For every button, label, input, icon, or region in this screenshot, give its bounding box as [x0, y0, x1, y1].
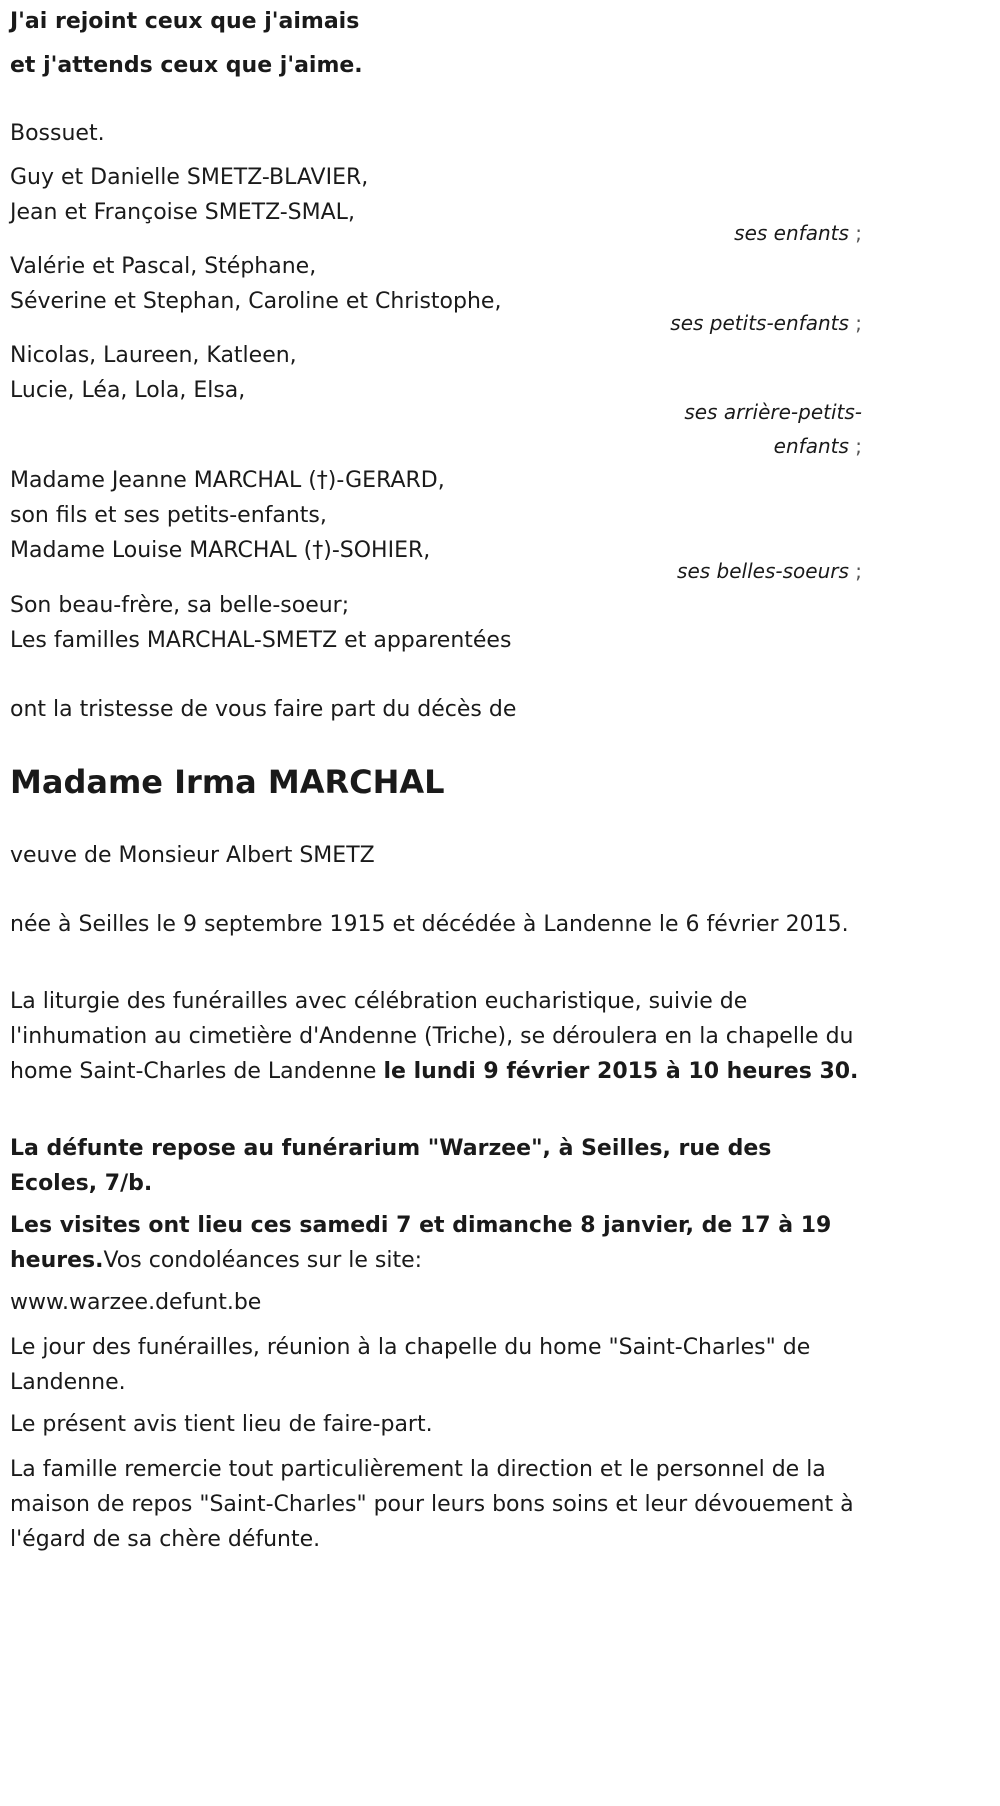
children-name-1: Guy et Danielle SMETZ-BLAVIER, — [10, 165, 369, 190]
thanks-text: La famille remercie tout particulièrement la direction et le personnel de la maison de repos "Saint-Charles" pour leurs bons soins et leur dévouement à l'égard de sa chère défunte. — [10, 1457, 854, 1552]
notice-text: Le présent avis tient lieu de faire-part. — [10, 1412, 433, 1437]
liturgy-text: La liturgie des funérailles avec célébration eucharistique, suivie de l'inhumation au cimetière d'Andenne (Triche), se déroulera en la chapelle du home Saint-Charles de Landenne — [10, 989, 854, 1084]
grandchildren-name-1: Valérie et Pascal, Stéphane, — [10, 254, 317, 279]
sister-in-law-name-2: Madame Louise MARCHAL (†)-SOHIER, — [10, 538, 431, 563]
sister-in-law-family: son fils et ses petits-enfants, — [10, 503, 327, 528]
condolences-text: Vos condoléances sur le site: — [103, 1248, 423, 1273]
liturgy-paragraph — [10, 984, 860, 1089]
epigraph-line-2: et j'attends ceux que j'aime. — [10, 53, 363, 78]
visits-paragraph — [10, 1208, 860, 1278]
grandchildren-label: ses petits-enfants ; — [670, 311, 862, 335]
deceased-name: Madame Irma MARCHAL — [10, 763, 445, 801]
children-name-2: Jean et Françoise SMETZ-SMAL, — [10, 200, 355, 225]
great-grandchildren-label-line-2: enfants ; — [773, 434, 862, 458]
intro-text: Bossuet. — [10, 121, 105, 146]
sister-in-law-name-1: Madame Jeanne MARCHAL (†)-GERARD, — [10, 468, 445, 493]
widow-of-text: veuve de Monsieur Albert SMETZ — [10, 843, 375, 868]
liturgy-date: le lundi 9 février 2015 à 10 heures 30. — [383, 1059, 859, 1084]
great-grandchildren-name-2: Lucie, Léa, Lola, Elsa, — [10, 378, 246, 403]
website-link[interactable]: www.warzee.defunt.be — [10, 1290, 262, 1315]
grandchildren-name-2: Séverine et Stephan, Caroline et Christophe, — [10, 289, 502, 314]
children-label: ses enfants ; — [734, 221, 862, 245]
epigraph-line-1: J'ai rejoint ceux que j'aimais — [10, 9, 360, 34]
birth-death-text: née à Seilles le 9 septembre 1915 et décédée à Landenne le 6 février 2015. — [10, 912, 849, 937]
great-grandchildren-label-line-1: ses arrière-petits- — [684, 400, 862, 424]
visits-times: Les visites ont lieu ces samedi 7 et dimanche 8 janvier, de 17 à 19 heures. — [10, 1213, 832, 1273]
funerarium-text: La défunte repose au funérarium "Warzee", à Seilles, rue des Ecoles, 7/b. — [10, 1136, 772, 1196]
great-grandchildren-name-1: Nicolas, Laureen, Katleen, — [10, 343, 297, 368]
other-relatives-line-2: Les familles MARCHAL-SMETZ et apparentées — [10, 628, 512, 653]
meeting-text: Le jour des funérailles, réunion à la chapelle du home "Saint-Charles" de Landenne. — [10, 1335, 811, 1395]
other-relatives-line-1: Son beau-frère, sa belle-soeur; — [10, 593, 350, 618]
sisters-in-law-label: ses belles-soeurs ; — [677, 559, 862, 583]
announcement-text: ont la tristesse de vous faire part du décès de — [10, 697, 517, 722]
